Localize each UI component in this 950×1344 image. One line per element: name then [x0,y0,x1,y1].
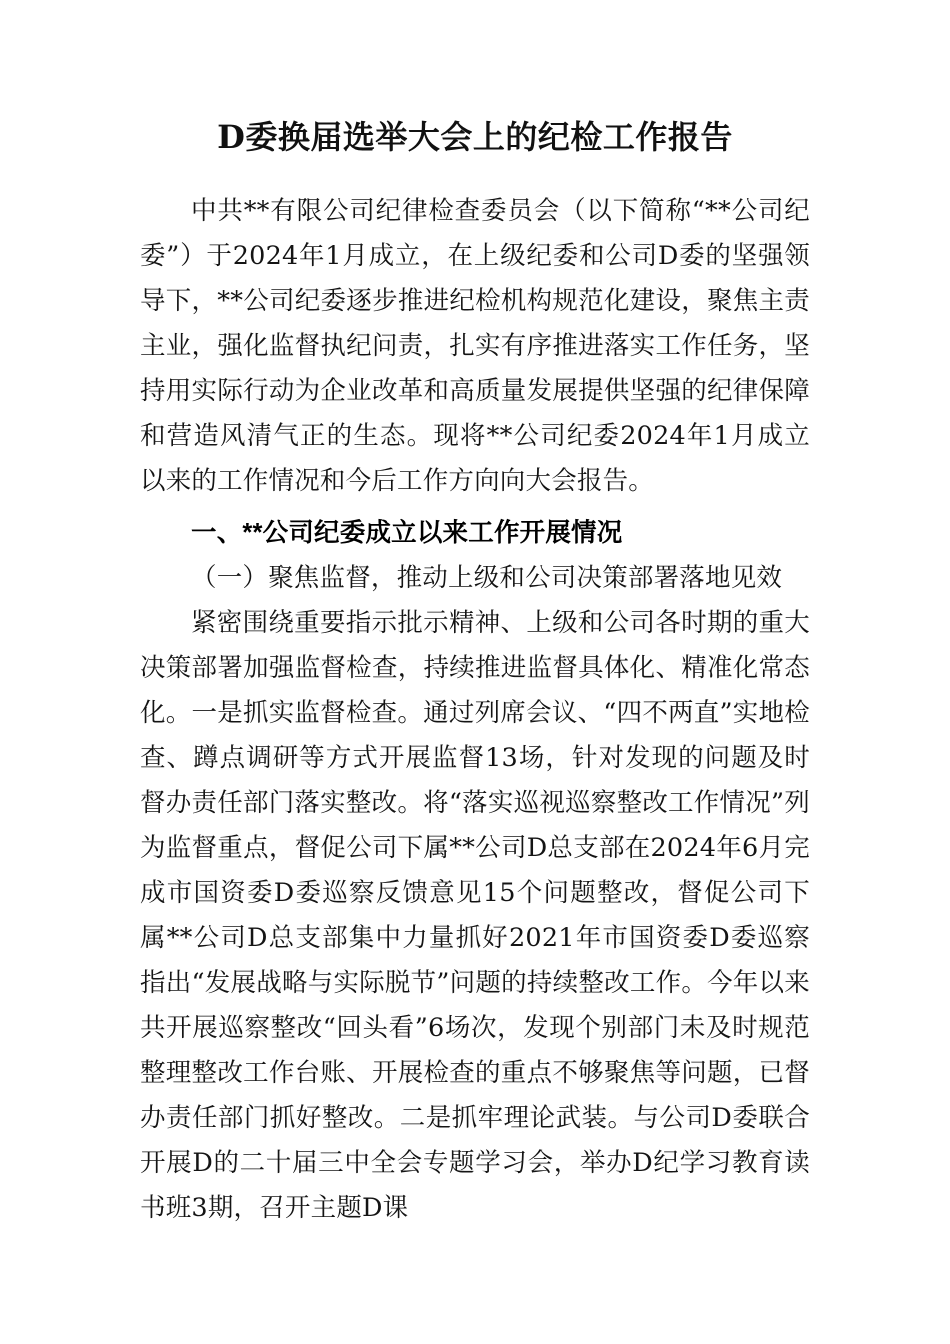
section-heading-1: 一、**公司纪委成立以来工作开展情况 [191,519,623,547]
paragraph-supervision: 紧密围绕重要指示批示精神、上级和公司各时期的重大决策部署加强监督检查，持续推进监督具体化、精准化常态化。一是抓实监督检查。通过列席会议、“四不两直”实地检查、蹲点调研等方式开展监督13场，针对发现的问题及时督办责任部门落实整改。将“落实巡视巡察整改工作情况”列为监督重点，督促公司下属**公司D总支部在2024年6月完成市国资委D委巡察反馈意见15个问题整改，督促公司下属**公司D总支部集中力量抓好2021年市国资委D委巡察指出“发展战略与实际脱节”问题的持续整改工作。今年以来共开展巡察整改“回头看”6场次，发现个别部门未及时规范整理整改工作台账、开展检查的重点不够聚焦等问题，已督办责任部门抓好整改。二是抓牢理论武装。与公司D委联合开展D的二十届三中全会专题学习会，举办D纪学习教育读书班3期，召开主题D课 [140,608,810,1223]
paragraph-intro: 中共**有限公司纪律检查委员会（以下简称“**公司纪委”）于2024年1月成立，在上级纪委和公司D委的坚强领导下，**公司纪委逐步推进纪检机构规范化建设，聚焦主责主业，强化监督执纪问责，扎实有序推进落实工作任务，坚持用实际行动为企业改革和高质量发展提供坚强的纪律保障和营造风清气正的生态。现将**公司纪委2024年1月成立以来的工作情况和今后工作方向向大会报告。 [140,196,810,496]
section-heading-2: （一）聚焦监督，推动上级和公司决策部署落地见效 [191,563,783,593]
block-spacer [140,504,810,511]
page-title: D委换届选举大会上的纪检工作报告 [217,118,733,156]
document-body [140,0,810,1231]
